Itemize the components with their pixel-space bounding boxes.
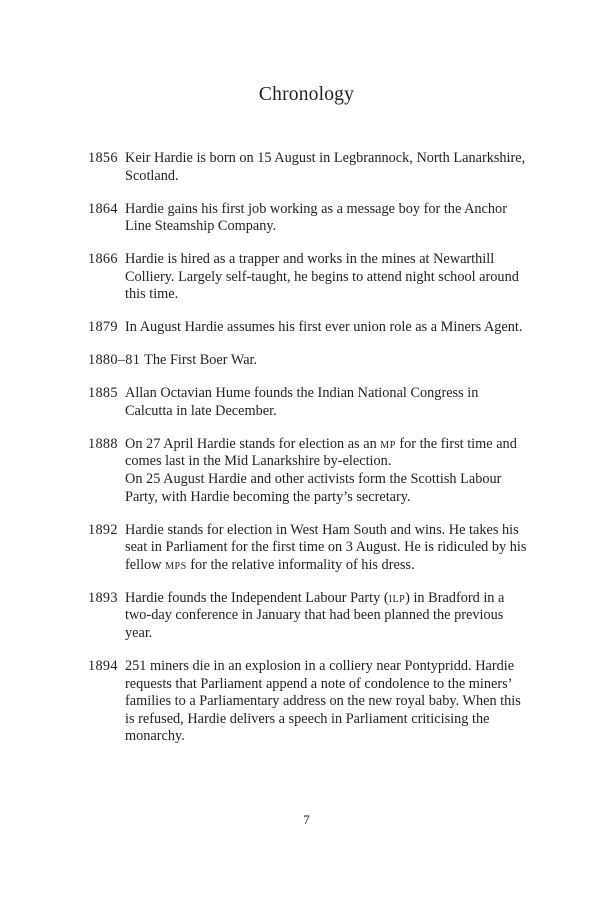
- chronology-entry: [88, 352, 528, 370]
- entry-text: On 25 August Hardie and other activists form the Scottish Labour Party, with Hardie becoming the party’s secretary.: [125, 471, 502, 505]
- entry-text: Allan Octavian Hume founds the Indian National Congress in Calcutta in late December.: [125, 385, 479, 419]
- chronology-entry: [88, 319, 528, 337]
- entry-year: 1885: [88, 385, 118, 402]
- page-number: 7: [303, 812, 310, 827]
- chronology-entry: [88, 385, 528, 420]
- entry-text: Hardie is hired as a trapper and works in the mines at Newarthill Colliery. Largely self-taught, he begins to attend night school around this time.: [125, 251, 519, 303]
- chronology-entry: [88, 251, 528, 304]
- entry-description: [125, 319, 528, 337]
- entry-description: [125, 436, 528, 506]
- chronology-list: [88, 150, 528, 761]
- chronology-entry: [88, 201, 528, 236]
- entry-year: 1880–81: [88, 352, 141, 369]
- entry-year: 1892: [88, 521, 118, 538]
- abbreviation: ilp: [388, 589, 406, 606]
- entry-description: [125, 150, 528, 185]
- chronology-entry: [88, 150, 528, 185]
- entry-year: 1866: [88, 251, 118, 268]
- entry-description: [125, 201, 528, 236]
- entry-description: [125, 522, 528, 575]
- chronology-entry: [88, 590, 528, 643]
- entry-text: Hardie gains his first job working as a message boy for the Anchor Line Steamship Company.: [125, 200, 507, 235]
- entry-year: 1856: [88, 150, 118, 166]
- entry-description: [125, 590, 528, 643]
- entry-text: Keir Hardie is born on 15 August in Legbrannock, North Lanarkshire, Scotland.: [125, 150, 526, 184]
- chronology-entry: [88, 436, 528, 506]
- entry-text: The First Boer War.: [144, 352, 258, 369]
- entry-text: Hardie founds the Independent Labour Party (ilp) in Bradford in a two-day conference in January that had been planned the previous year.: [125, 589, 505, 641]
- abbreviation: mp: [380, 435, 396, 452]
- entry-year: 1893: [88, 589, 118, 606]
- entry-description: [144, 352, 528, 370]
- abbreviation: mps: [165, 556, 187, 573]
- entry-text: In August Hardie assumes his first ever union role as a Miners Agent.: [125, 319, 523, 336]
- entry-year: 1888: [88, 435, 118, 452]
- entry-text: Hardie stands for election in West Ham South and wins. He takes his seat in Parliament for the first time on 3 August. He is ridiculed by his fellow mps for the relative informality of his dress.: [125, 521, 527, 573]
- entry-year: 1894: [88, 657, 118, 674]
- entry-description: [125, 251, 528, 304]
- entry-text: 251 miners die in an explosion in a colliery near Pontypridd. Hardie requests that Parliament append a note of condolence to the miners’ families to a Parliamentary address on the new royal baby. When this is refused, Hardie delivers a speech in Parliament criticising the monarchy.: [125, 657, 521, 745]
- chronology-entry: [88, 658, 528, 746]
- entry-year: 1864: [88, 200, 118, 217]
- entry-description: [125, 385, 528, 420]
- entry-description: [125, 658, 528, 746]
- page-title: Chronology: [258, 84, 355, 105]
- entry-year: 1879: [88, 319, 118, 336]
- chronology-entry: [88, 522, 528, 575]
- entry-text: On 27 April Hardie stands for election as an mp for the first time and comes last in the Mid Lanarkshire by-election.: [125, 435, 517, 470]
